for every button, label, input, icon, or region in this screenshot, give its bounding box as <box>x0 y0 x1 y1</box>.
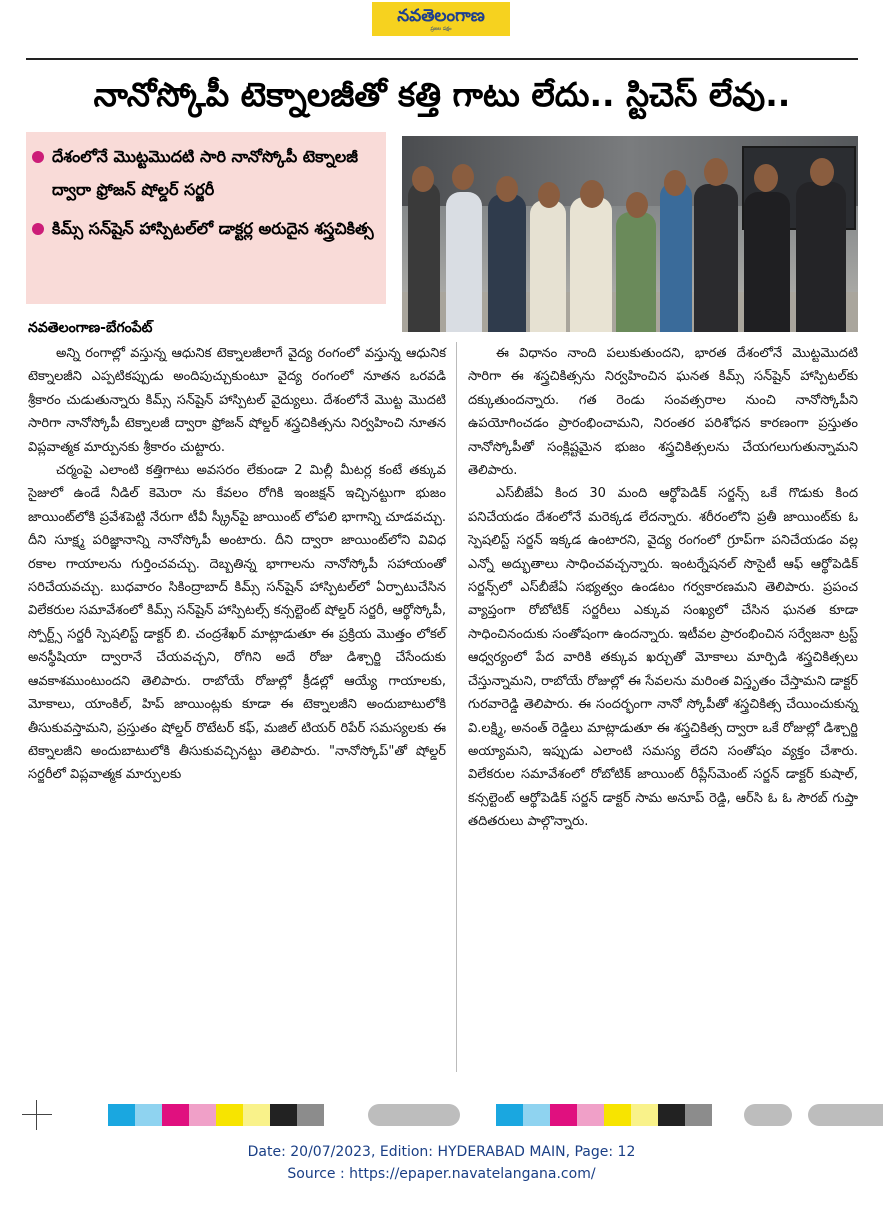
photo-person <box>744 192 790 332</box>
print-gray-pill <box>368 1104 460 1126</box>
photo-person-head <box>810 158 834 186</box>
article-dateline: నవతెలంగాణ-బేగంపేట్ <box>28 320 153 336</box>
highlight-text: దేశంలోనే మొట్టమొదటి సారి నానోస్కోపీ టెక్నాలజీ ద్వారా ఫ్రోజన్ షోల్డర్ సర్జరీ <box>52 147 358 199</box>
photo-person <box>660 182 692 332</box>
photo-person-head <box>754 164 778 192</box>
print-gray-pill <box>808 1104 883 1126</box>
article-column-right <box>468 342 858 834</box>
color-swatch <box>604 1104 631 1126</box>
column-divider <box>456 342 457 1072</box>
color-swatch <box>243 1104 270 1126</box>
print-colorbar-right <box>496 1104 712 1126</box>
highlight-item <box>32 212 380 245</box>
print-colorbar-left <box>108 1104 324 1126</box>
bullet-dot-icon <box>32 223 44 235</box>
color-swatch <box>523 1104 550 1126</box>
photo-person-head <box>580 180 604 208</box>
photo-person-head <box>704 158 728 186</box>
color-swatch <box>685 1104 712 1126</box>
masthead-tagline: ప్రజల పక్షం <box>430 26 452 32</box>
article-paragraph: చర్మంపై ఎలాంటి కత్తిగాటు అవసరం లేకుండా 2 మిల్లీ మీటర్ల కంటే తక్కువ సైజులో ఉండే నీడిల్ కెమెరా ను కేవలం రోగికి ఇంజక్షన్ ఇచ్చినట్టుగా భుజం జాయింట్‌లోకి ప్రవేశపెట్టి నేరుగా టీవీ స్క్రీన్‌పై జాయింట్ లోపలి భాగాన్ని చూడవచ్చు. దీని సూక్ష్మ పరిజ్ఞానాన్ని నానోస్కోపీ అంటారు. దీని ద్వారా జాయింట్‌లోని వివిధ రకాల గాయాలను గుర్తించవచ్చు. దెబ్బతిన్న భాగాలను నానోస్కోపీ సహాయంతో సరిచేయవచ్చు. బుధవారం సికింద్రాబాద్ కిమ్స్ సన్‌షైన్ హాస్పిటల్‌లో ఏర్పాటుచేసిన విలేకరుల సమావేశంలో కిమ్స్ సన్‌షైన్ హాస్పిటల్స్ కన్సల్టెంట్ షోల్డర్ సర్జరీ, ఆర్థోస్కోపీ, స్పోర్ట్స్ సర్జరీ స్పెషలిస్ట్ డాక్టర్ బి. చంద్రశేఖర్ మాట్లాడుతూ ఈ ప్రక్రియ మొత్తం లోకల్ అనస్థీషియా ద్వారానే చేయవచ్చని, రోగిని అదే రోజు డిశ్చార్జి చేసేందుకు ఆవకాశముంటుందని తెలిపారు. రాబోయే రోజుల్లో క్రీడల్లో ఆయ్యే గాయాలకు, మోకాలు, యాంకిల్, హిప్ జాయింట్లకు కూడా ఈ టెక్నాలజీని అందుబాటులోకి తీసుకువస్తామని, ప్రస్తుతం షోల్డర్ రొటేటర్ కఫ్, మజిల్ టియర్ రిపేర్ సమస్యలకు ఈ టెక్నాలజీని అందుబాటులోకి తీసుకువచ్చినట్టు తెలిపారు. "నానోస్కోప్"తో షోల్డర్ సర్జరీలో విప్లవాత్మక మార్పులకు <box>28 463 446 783</box>
headline-rule <box>26 58 858 60</box>
photo-person <box>616 212 656 332</box>
article-column-left <box>28 342 446 787</box>
color-swatch <box>496 1104 523 1126</box>
color-swatch <box>189 1104 216 1126</box>
photo-person <box>408 182 440 332</box>
newspaper-masthead <box>372 2 510 36</box>
photo-person <box>530 200 566 332</box>
photo-person-head <box>412 166 434 192</box>
highlight-item <box>32 140 380 206</box>
color-swatch <box>631 1104 658 1126</box>
highlights-box <box>26 132 386 304</box>
article-paragraph: ఈ విధానం నాంది పలుకుతుందని, భారత దేశంలోనే మొట్టమొదటి సారిగా ఈ శస్త్రచికిత్సను నిర్వహించిన ఘనత కిమ్స్ సన్‌షైన్ హాస్పిటల్‌కు దక్కుతుందన్నారు. గత రెండు సంవత్సరాల నుంచి నానోస్కోపీని ఉపయోగించడం ప్రారంభించామని, నిరంతర పరిశోధన కారణంగా ప్రస్తుతం నానోస్కోపీతో సంక్లిష్టమైన భుజం శస్త్రచికిత్సలను చేయగలుగుతున్నామని తెలిపారు. <box>468 346 858 479</box>
color-swatch <box>550 1104 577 1126</box>
photo-person-head <box>496 176 518 202</box>
masthead-logo: నవతెలంగాణ <box>397 6 485 26</box>
color-swatch <box>135 1104 162 1126</box>
color-swatch <box>162 1104 189 1126</box>
footer-source: Source : https://epaper.navatelangana.com/ <box>287 1166 596 1182</box>
color-swatch <box>270 1104 297 1126</box>
registration-mark-icon <box>22 1100 52 1130</box>
photo-person <box>796 182 846 332</box>
highlight-text: కిమ్స్ సన్‌షైన్ హాస్పిటల్‌లో డాక్టర్ల అరుదైన శస్త్రచికిత్స <box>52 219 374 238</box>
article-paragraph: అన్ని రంగాల్లో వస్తున్న ఆధునిక టెక్నాలజీలాగే వైద్య రంగంలో వస్తున్న ఆధునిక టెక్నాలజీని ఎప్పటికప్పుడు అందిపుచ్చుకుంటూ వైద్య రంగంలో నూతన ఒరవడి శ్రీకారం చుడుతున్నారు కిమ్స్ సన్‌షైన్ హాస్పిటల్ వైద్యులు. దేశంలోనే మొట్ట మొదటి సారిగా నానోస్కోపీ టెక్నాలజీ ద్వారా ఫ్రోజన్ షోల్డర్ శస్త్రచికిత్సను నిర్వహించి నూతన విప్లవాత్మక మార్పునకు శ్రీకారం చుట్టారు. <box>28 346 446 455</box>
color-swatch <box>577 1104 604 1126</box>
photo-person <box>488 194 526 332</box>
photo-person-head <box>664 170 686 196</box>
color-swatch <box>658 1104 685 1126</box>
color-swatch <box>108 1104 135 1126</box>
photo-person <box>570 197 612 332</box>
photo-person <box>446 192 482 332</box>
photo-person-head <box>538 182 560 208</box>
color-swatch <box>297 1104 324 1126</box>
footer-date-edition: Date: 20/07/2023, Edition: HYDERABAD MAIN, Page: 12 <box>247 1144 636 1160</box>
color-swatch <box>216 1104 243 1126</box>
article-headline: నానోస్కోపీ టెక్నాలజీతో కత్తి గాటు లేదు.. స్టిచెస్ లేవు.. <box>93 75 791 114</box>
photo-person-head <box>452 164 474 190</box>
photo-person-head <box>626 192 648 218</box>
print-gray-pill <box>744 1104 792 1126</box>
bullet-dot-icon <box>32 151 44 163</box>
article-paragraph: ఎస్‌బీజేఏ కింద 30 మంది ఆర్థోపెడిక్ సర్జన్స్ ఒకే గొడుకు కింద పనిచేయడం దేశంలోనే మరెక్కడ లేదన్నారు. శరీరంలోని ప్రతీ జాయింట్‌కు ఓ స్పెషలిస్ట్ సర్జన్ ఇక్కడ ఉంటారని, వైద్య రంగంలో గ్రూప్‌గా పనిచేయడం వల్ల ఎన్నో అద్భుతాలు సాధించవచ్చన్నారు. ఇంటర్నేషనల్ సొసైటీ ఆఫ్ ఆర్థోపెడిక్ సర్జన్స్‌లో ఎస్‌బీజేఏ సభ్యత్వం ఉండటం గర్వకారణమని తెలిపారు. ప్రపంచ వ్యాప్తంగా రోబోటిక్ సర్జరీలు ఎక్కువ సంఖ్యలో చేసిన ఘనత కూడా సాధించినందుకు సంతోషంగా ఉందన్నారు. ఇటీవల ప్రారంభించిన సర్వేజనా ట్రస్ట్ ఆధ్వర్యంలో పేద వారికి తక్కువ ఖర్చుతో మోకాలు మార్పిడి శస్త్రచికిత్సలు చేస్తున్నామని, రాబోయే రోజుల్లో ఈ సేవలను మరింత విస్తృతం చేస్తామని డాక్టర్ గురవారెడ్డి తెలిపారు. ఈ సందర్భంగా నానో స్కోపీతో శస్త్రచికిత్స చేయించుకున్న వి.లక్ష్మి, అనంత్ రెడ్డిలు మాట్లాడుతూ ఈ శస్త్రచికిత్స ద్వారా ఒకే రోజుల్లో డిశ్చార్జి అయ్యామని, ఇప్పుడు ఎలాంటి సమస్య లేదని సంతోషం వ్యక్తం చేశారు. విలేకరుల సమావేశంలో రోబోటిక్ జాయింట్ రీప్లేస్‌మెంట్ సర్జన్ డాక్టర్ కుషాల్, కన్సల్టెంట్ ఆర్థోపెడిక్ సర్జన్ డాక్టర్ సామ అనూప్ రెడ్డి, ఆర్‌సి ఓ ఓ సౌరబ్ గుప్తా తదితరులు పాల్గొన్నారు. <box>468 486 858 830</box>
article-photo <box>402 136 858 332</box>
photo-person <box>694 184 738 332</box>
